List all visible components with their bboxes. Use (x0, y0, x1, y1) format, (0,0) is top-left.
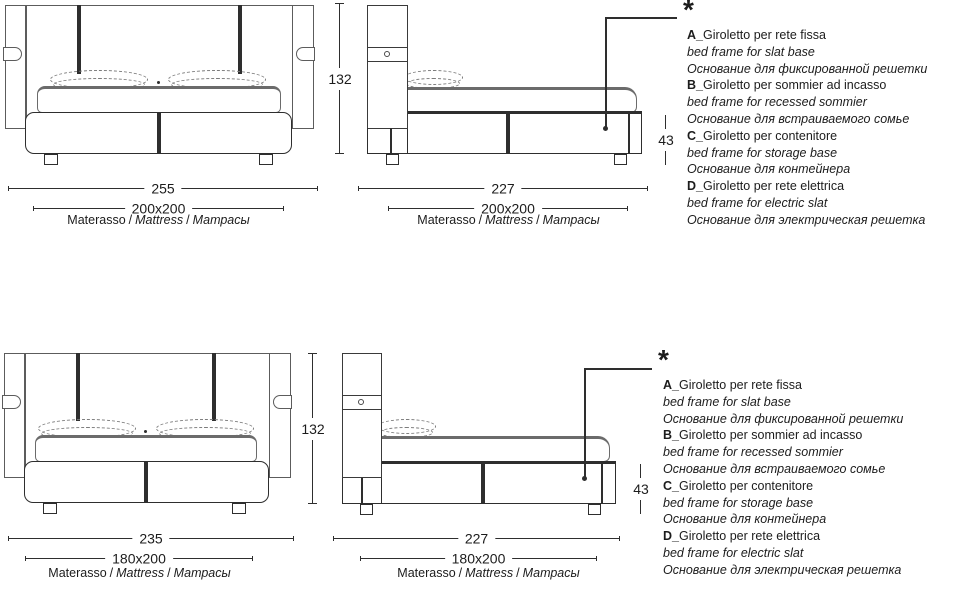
dim-length-label: 227 (484, 181, 521, 197)
legend-line: Основание для контейнера (687, 162, 851, 177)
dim-frame-height-label: 43 (657, 129, 675, 151)
legend-line: bed frame for storage base (663, 495, 814, 510)
dim-mattress-size-label: 180x200 (445, 551, 513, 567)
dim-mattress-size-label: 200x200 (474, 201, 542, 217)
legend-line: bed frame for recessed sommier (663, 445, 843, 460)
caption-italian: Materasso (417, 213, 476, 227)
caption-italian: Materasso (67, 213, 126, 227)
legend-line: Основание для контейнера (663, 512, 827, 527)
legend-italian: Giroletto per rete fissa (702, 28, 826, 42)
legend-italian: Giroletto per sommier ad incasso (702, 78, 887, 93)
legend-italian: Giroletto per sommier ad incasso (678, 428, 863, 443)
caption-russian: Матрасы (173, 566, 231, 580)
legend-italian: Giroletto per contenitore (702, 128, 838, 143)
caption-separator: / (478, 213, 483, 227)
leader-line-vertical (584, 368, 586, 478)
frame-end-line (601, 464, 603, 503)
dim-overall-width-label: 235 (132, 531, 169, 547)
legend-letter: A_ (687, 28, 703, 42)
dim-mattress-size-label: 180x200 (105, 551, 173, 567)
caption-russian: Матрасы (522, 566, 580, 580)
legend-line (663, 377, 903, 394)
dim-frame-height-label: 43 (632, 478, 650, 500)
legend-letter: C_ (663, 478, 679, 493)
legend-bottom (663, 377, 903, 579)
caption-english: Mattress (485, 213, 534, 227)
mattress-side (380, 436, 610, 462)
legend-line: bed frame for slat base (687, 44, 815, 59)
legend-line: bed frame for electric slat (687, 195, 828, 210)
column-base-divider (361, 478, 363, 504)
legend-line: Основание для встраиваемого сомье (687, 111, 910, 126)
hinge-circle (358, 399, 364, 405)
legend-line: Основание для электрическая решетка (663, 562, 902, 577)
legend-line (663, 427, 903, 444)
caption-separator: / (516, 566, 520, 580)
leader-dot (582, 476, 587, 481)
legend-line: bed frame for slat base (663, 394, 791, 409)
legend-line: bed frame for storage base (687, 145, 838, 160)
legend-line: bed frame for electric slat (663, 545, 804, 560)
caption-separator: / (109, 566, 114, 580)
dim-length (333, 530, 620, 547)
dim-height-label: 132 (300, 418, 325, 440)
legend-italian: Giroletto per rete elettrica (678, 529, 821, 544)
caption-italian: Materasso (48, 566, 107, 580)
legend-line: Основание для фиксированной решетки (687, 61, 928, 76)
caption-separator: / (458, 566, 463, 580)
side-foot-left (360, 504, 373, 515)
legend-letter: A_ (663, 378, 679, 392)
leader-line-horizontal (584, 368, 652, 370)
caption-russian: Матрасы (542, 213, 600, 227)
legend-line (663, 478, 903, 495)
legend-letter: B_ (687, 78, 703, 93)
caption-english: Mattress (465, 566, 514, 580)
caption-italian: Materasso (397, 566, 456, 580)
legend-italian: Giroletto per rete elettrica (702, 179, 845, 194)
legend-letter: D_ (663, 529, 679, 544)
caption-english: Mattress (116, 566, 165, 580)
side-foot-right (588, 504, 601, 515)
legend-italian: Giroletto per contenitore (678, 478, 814, 493)
asterisk-marker: * (658, 344, 669, 375)
caption-separator: / (167, 566, 171, 580)
legend-line (663, 528, 903, 545)
caption-english: Mattress (135, 213, 184, 227)
frame-divider-side (481, 464, 485, 503)
dim-height-label: 132 (327, 68, 352, 90)
legend-line: Основание для электрическая решетка (687, 212, 926, 227)
dim-mattress-size-label: 200x200 (125, 201, 193, 217)
legend-line: Основание для встраиваемого сомье (663, 461, 886, 476)
dim-frame-height (633, 464, 649, 514)
legend-letter: B_ (663, 428, 679, 443)
legend-letter: C_ (687, 128, 703, 143)
legend-italian: Giroletto per rete fissa (678, 378, 802, 392)
headboard-column (342, 353, 382, 478)
legend-line: bed frame for recessed sommier (687, 95, 867, 110)
bed-frame-side (381, 461, 616, 504)
legend-line: Основание для фиксированной решетки (663, 411, 904, 426)
dim-mattress-size (360, 550, 597, 567)
mattress-caption (368, 566, 609, 580)
dim-overall-width-label: 255 (144, 181, 181, 197)
asterisk-marker: * (683, 0, 694, 25)
caption-separator: / (128, 213, 133, 227)
legend-letter: D_ (687, 179, 703, 194)
caption-russian: Матрасы (192, 213, 250, 227)
dim-length-label: 227 (458, 531, 495, 547)
caption-separator: / (186, 213, 190, 227)
caption-separator: / (536, 213, 540, 227)
